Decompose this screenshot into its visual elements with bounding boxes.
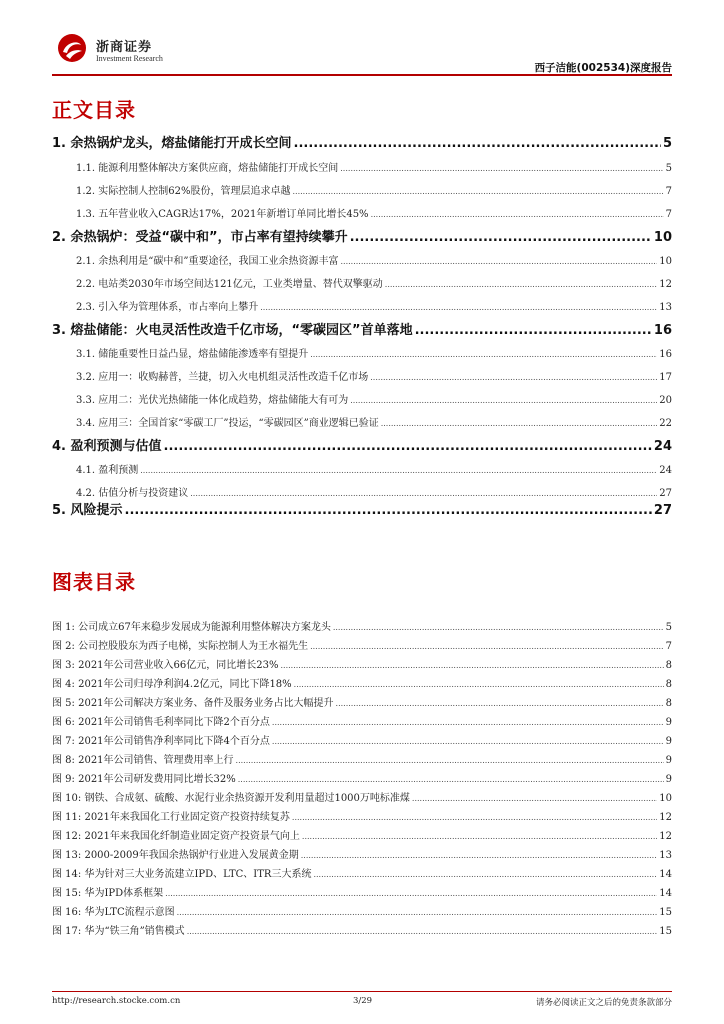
brand-subtitle: Investment Research — [96, 54, 163, 63]
table-of-contents — [52, 132, 672, 522]
toc-entry[interactable]: 4.1. 盈利预测 ..... 24 — [52, 461, 672, 476]
toc-entry[interactable]: 2.1. 余热利用是“碳中和”重要途径，我国工业余热资源丰富 ..... 10 — [52, 252, 672, 267]
brand-name: 浙商证券 — [96, 40, 153, 55]
footer-url-link[interactable]: http://research.stocke.com.cn — [52, 996, 181, 1006]
toc-entry[interactable]: 3.4. 应用三：全国首家“零碳工厂”投运，“零碳园区”商业逻辑已验证 ..... 22 — [52, 414, 672, 429]
figure-entry[interactable]: 图 11: 2021年来我国化工行业固定资产投资持续复苏 ..... 12 — [52, 808, 672, 823]
figure-entry[interactable]: 图 5: 2021年公司解决方案业务、备件及服务业务占比大幅提升 ..... 8 — [52, 694, 672, 709]
figure-entry[interactable]: 图 4: 2021年公司归母净利润4.2亿元，同比下降18% ..... 8 — [52, 675, 672, 690]
toc-entry[interactable]: 4.2. 估值分析与投资建议 ..... 27 — [52, 484, 672, 499]
figure-entry[interactable]: 图 10: 钢铁、合成氨、硫酸、水泥行业余热资源开发利用量超过1000万吨标准煤 ..... 10 — [52, 789, 672, 804]
figure-entry[interactable]: 图 14: 华为针对三大业务流建立IPD、LTC、ITR三大系统 ..... 14 — [52, 865, 672, 880]
figure-entry[interactable]: 图 1: 公司成立67年来稳步发展成为能源利用整体解决方案龙头 ..... 5 — [52, 618, 672, 633]
figure-entry[interactable]: 图 17: 华为“铁三角”销售模式 ..... 15 — [52, 922, 672, 937]
toc-entry[interactable]: 1. 余热锅炉龙头，熔盐储能打开成长空间 ..... 5 — [52, 132, 672, 151]
toc-title: 正文目录 — [52, 98, 136, 122]
figure-list — [52, 618, 672, 948]
figure-entry[interactable]: 图 16: 华为LTC流程示意图 ..... 15 — [52, 903, 672, 918]
toc-entry[interactable]: 3.3. 应用二：光伏光热储能一体化成趋势，熔盐储能大有可为 ..... 20 — [52, 391, 672, 406]
toc-entry[interactable]: 4. 盈利预测与估值 ..... 24 — [52, 435, 672, 454]
figure-entry[interactable]: 图 12: 2021年来我国化纤制造业固定资产投资景气向上 ..... 12 — [52, 827, 672, 842]
figure-entry[interactable]: 图 9: 2021年公司研发费用同比增长32% ..... 9 — [52, 770, 672, 785]
report-title: 西子洁能(002534)深度报告 — [534, 62, 672, 74]
toc-entry[interactable]: 5. 风险提示 ..... 27 — [52, 499, 672, 518]
toc-entry[interactable]: 1.2. 实际控制人控制62%股份，管理层追求卓越 ..... 7 — [52, 182, 672, 197]
toc-entry[interactable]: 1.1. 能源利用整体解决方案供应商，熔盐储能打开成长空间 ..... 5 — [52, 159, 672, 174]
figure-entry[interactable]: 图 13: 2000-2009年我国余热锅炉行业进入发展黄金期 ..... 13 — [52, 846, 672, 861]
toc-entry[interactable]: 3. 熔盐储能：火电灵活性改造千亿市场，“零碳园区”首单落地 ..... 16 — [52, 319, 672, 338]
figure-entry[interactable]: 图 7: 2021年公司销售净利率同比下降4个百分点 ..... 9 — [52, 732, 672, 747]
toc-entry[interactable]: 3.2. 应用一：收购赫普，兰捷，切入火电机组灵活性改造千亿市场 ..... 17 — [52, 368, 672, 383]
page-number: 3/29 — [353, 996, 373, 1006]
toc-entry[interactable]: 1.3. 五年营业收入CAGR达17%，2021年新增订单同比增长45% ..... 7 — [52, 205, 672, 220]
toc-entry[interactable]: 2.3. 引入华为管理体系，市占率向上攀升 ..... 13 — [52, 298, 672, 313]
toc-entry[interactable]: 3.1. 储能重要性日益凸显，熔盐储能渗透率有望提升 ..... 16 — [52, 345, 672, 360]
figure-entry[interactable]: 图 2: 公司控股股东为西子电梯，实际控制人为王水福先生 ..... 7 — [52, 637, 672, 652]
figure-entry[interactable]: 图 15: 华为IPD体系框架 ..... 14 — [52, 884, 672, 899]
figures-title: 图表目录 — [52, 570, 136, 594]
figure-entry[interactable]: 图 3: 2021年公司营业收入66亿元，同比增长23% ..... 8 — [52, 656, 672, 671]
company-logo-icon — [56, 32, 88, 64]
figure-entry[interactable]: 图 6: 2021年公司销售毛利率同比下降2个百分点 ..... 9 — [52, 713, 672, 728]
figure-entry[interactable]: 图 8: 2021年公司销售、管理费用率上行 ..... 9 — [52, 751, 672, 766]
page-header — [52, 30, 672, 78]
disclaimer-note: 请务必阅读正文之后的免责条款部分 — [535, 998, 672, 1008]
header-divider — [52, 74, 672, 76]
toc-entry[interactable]: 2. 余热锅炉：受益“碳中和”，市占率有望持续攀升 ..... 10 — [52, 226, 672, 245]
toc-entry[interactable]: 2.2. 电站类2030年市场空间达121亿元，工业类增量、替代双擎驱动 ..... 12 — [52, 275, 672, 290]
footer-divider — [52, 991, 672, 992]
